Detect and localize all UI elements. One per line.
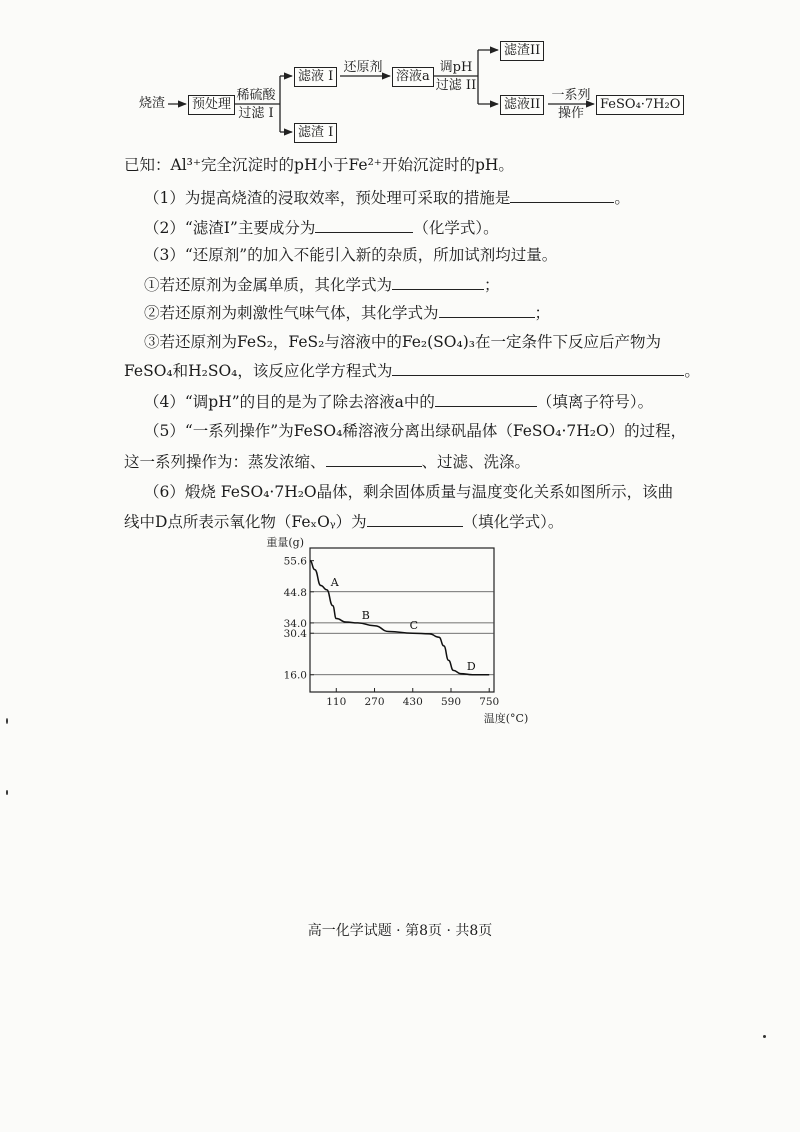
point-label-d: D <box>466 660 476 674</box>
x-tick-label: 590 <box>440 696 462 708</box>
answer-blank-3-2[interactable] <box>439 301 535 318</box>
question-5b-text: 这一系列操作为：蒸发浓缩、 <box>124 453 326 471</box>
question-1 <box>144 186 630 209</box>
node-product: FeSO₄·7H₂O <box>596 95 684 115</box>
question-4-end: （填离子符号）。 <box>536 393 654 411</box>
answer-blank-4[interactable] <box>435 390 537 407</box>
question-1-end: 。 <box>614 189 630 207</box>
x-tick-label: 430 <box>402 696 423 708</box>
chart-svg <box>262 536 552 736</box>
point-label-a: A <box>330 575 339 589</box>
answer-blank-6[interactable] <box>367 510 463 527</box>
scan-speck <box>763 1035 766 1038</box>
question-6b <box>124 510 563 533</box>
y-axis-label: 重量(g) <box>266 536 304 549</box>
question-3-3a: ③若还原剂为FeS₂，FeS₂与溶液中的Fe₂(SO₄)₃在一定条件下反应后产物为 <box>144 333 661 351</box>
question-3-3b-text: FeSO₄和H₂SO₄，该反应化学方程式为 <box>124 362 393 380</box>
known-condition: 已知：Al³⁺完全沉淀时的pH小于Fe²⁺开始沉淀时的pH。 <box>124 156 514 174</box>
question-3-1-text: ①若还原剂为金属单质，其化学式为 <box>144 276 393 294</box>
x-tick-label: 750 <box>479 696 500 708</box>
label-reducer: 还原剂 <box>343 60 383 75</box>
question-3-2-text: ②若还原剂为刺激性气味气体，其化学式为 <box>144 304 439 322</box>
question-3-2-end: ； <box>534 304 551 322</box>
node-filtrate1: 滤液 I <box>294 67 337 87</box>
x-tick-label: 110 <box>326 696 347 708</box>
label-filter2: 过滤 II <box>435 78 477 93</box>
question-5b <box>124 450 530 473</box>
node-filtrate2: 滤液II <box>500 95 544 115</box>
question-2-end: （化学式）。 <box>413 219 499 237</box>
node-residue2: 滤渣II <box>500 41 544 61</box>
answer-blank-2[interactable] <box>315 216 413 233</box>
question-3-3b <box>124 359 700 382</box>
question-2-text: （2）“滤渣I”主要成分为 <box>144 219 316 237</box>
node-solution-a: 溶液a <box>392 67 434 87</box>
point-label-c: C <box>409 618 419 632</box>
question-3: （3）“还原剂”的加入不能引入新的杂质，所加试剂均过量。 <box>144 246 558 264</box>
node-residue1: 滤渣 I <box>294 123 337 143</box>
point-label-b: B <box>361 608 370 622</box>
x-tick-label: 270 <box>364 696 385 708</box>
y-tick-label: 34.0 <box>283 617 307 630</box>
node-raw: 烧渣 <box>139 96 166 111</box>
page-footer: 高一化学试题 · 第8页 · 共8页 <box>307 923 493 939</box>
scan-speck <box>6 790 8 795</box>
answer-blank-3-3[interactable] <box>392 359 684 376</box>
question-2 <box>144 216 499 239</box>
node-pretreat: 预处理 <box>188 95 235 115</box>
question-5b-end: 、过滤、洗涤。 <box>421 453 531 471</box>
scan-speck <box>6 718 8 724</box>
question-4 <box>144 390 653 413</box>
y-tick-label: 44.8 <box>283 586 307 599</box>
label-filter1: 过滤 I <box>238 106 274 121</box>
question-3-1-end: ； <box>484 276 500 294</box>
mass-temperature-chart <box>262 536 552 736</box>
question-5a: （5）“一系列操作”为FeSO₄稀溶液分离出绿矾晶体（FeSO₄·7H₂O）的过程， <box>144 422 687 440</box>
question-4-text: （4）“调pH”的目的是为了除去溶液a中的 <box>144 393 435 411</box>
question-3-1 <box>144 273 500 296</box>
question-1-text: （1）为提高烧渣的浸取效率，预处理可采取的措施是 <box>144 189 511 207</box>
answer-blank-3-1[interactable] <box>392 273 484 290</box>
process-flow-diagram <box>0 0 800 150</box>
question-3-2 <box>144 301 550 324</box>
question-6a: （6）煅烧 FeSO₄·7H₂O晶体，剩余固体质量与温度变化关系如图所示，该曲 <box>144 483 674 501</box>
x-axis-label: 温度(°C) <box>483 712 529 725</box>
y-tick-label: 16.0 <box>283 669 307 682</box>
question-6b-text: 线中D点所表示氧化物（FeₓOᵧ）为 <box>124 513 367 531</box>
y-tick-label: 55.6 <box>283 555 307 568</box>
y-tick-label: 30.4 <box>283 628 307 641</box>
answer-blank-5[interactable] <box>326 450 422 467</box>
answer-blank-1[interactable] <box>510 186 614 203</box>
question-6b-end: （填化学式）。 <box>462 513 564 531</box>
label-acid: 稀硫酸 <box>236 88 276 103</box>
question-3-3-end: 。 <box>684 362 700 380</box>
label-series-ops: 一系列 <box>551 88 591 103</box>
label-ops: 操作 <box>557 106 584 121</box>
label-adjust-ph: 调pH <box>439 60 473 75</box>
